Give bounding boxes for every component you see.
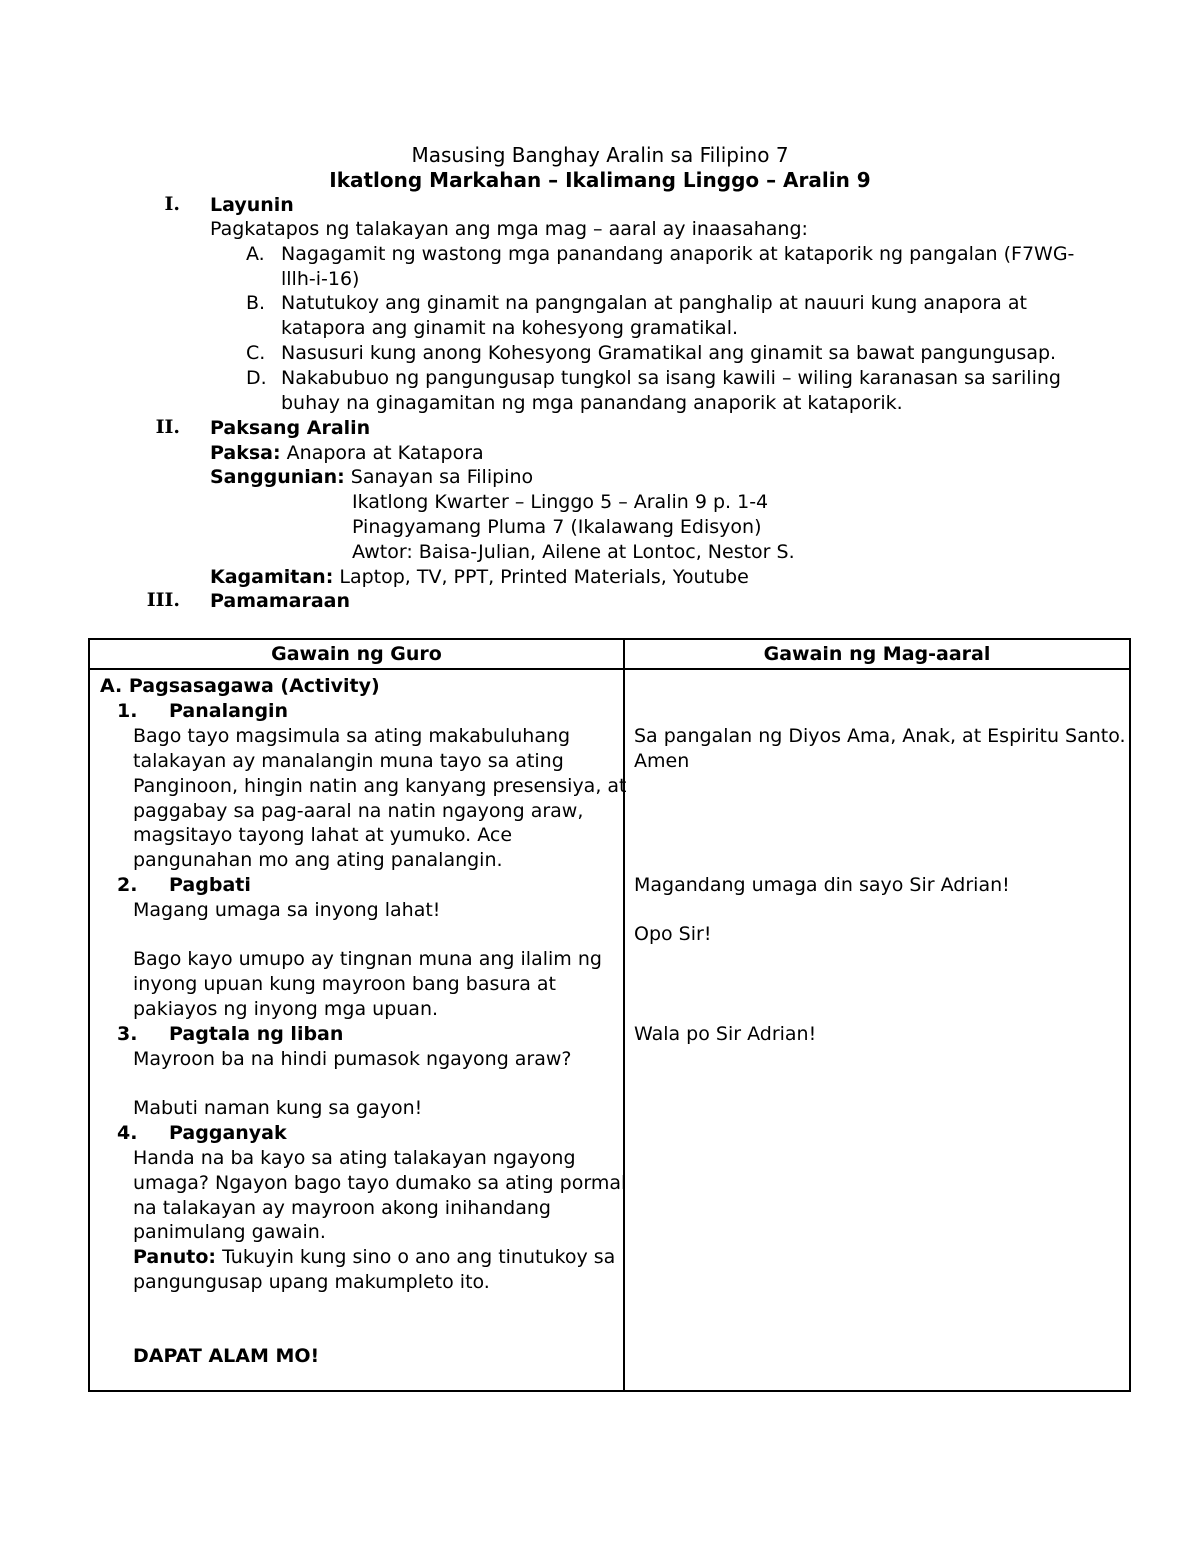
step-3-response: Mabuti naman kung sa gayon!: [133, 1097, 423, 1119]
step-3-title: Pagtala ng liban: [169, 1023, 344, 1045]
step-2-line1: Bago kayo umupo ay tingnan muna ang ilalim ng: [133, 948, 602, 970]
objective-d-line2: buhay na ginagamitan ng mga panandang anaporik at kataporik.: [281, 392, 903, 414]
objective-a-letter: A.: [246, 243, 265, 265]
step-1-line1: Bago tayo magsimula sa ating makabuluhang: [133, 725, 571, 747]
section-2-heading: Paksang Aralin: [210, 417, 371, 439]
step-1-line5: magsitayo tayong lahat at yumuko. Ace: [133, 824, 513, 846]
step-4-line1: Handa na ba kayo sa ating talakayan ngayong: [133, 1147, 576, 1169]
header-guro: Gawain ng Guro: [89, 639, 624, 669]
document-subtitle: Ikatlong Markahan – Ikalimang Linggo – Aralin 9: [329, 168, 871, 192]
kagamitan-value: Laptop, TV, PPT, Printed Materials, Youtube: [339, 566, 749, 588]
response-2: Magandang umaga din sayo Sir Adrian!: [634, 874, 1010, 896]
objectives-intro: Pagkatapos ng talakayan ang mga mag – aaral ay inaasahang:: [210, 218, 808, 240]
response-4: Wala po Sir Adrian!: [634, 1023, 817, 1045]
section-2-numeral: II.: [155, 416, 180, 438]
paksa-value: Anapora at Katapora: [286, 442, 484, 464]
step-1-number: 1.: [117, 700, 138, 722]
objective-b-line2: katapora ang ginamit na kohesyong gramatikal.: [281, 317, 739, 339]
kagamitan-row: [210, 565, 749, 590]
step-4-line2: umaga? Ngayon bago tayo dumako sa ating pormal: [133, 1172, 627, 1194]
section-3-heading: Pamamaraan: [210, 590, 351, 612]
section-3-numeral: III.: [146, 589, 180, 611]
table-row: [89, 669, 1130, 1391]
objective-c-letter: C.: [246, 342, 266, 364]
step-1-line2: talakayan ay manalangin muna tayo sa ating: [133, 750, 564, 772]
response-1-line1: Sa pangalan ng Diyos Ama, Anak, at Espiritu Santo.: [634, 725, 1126, 747]
step-4-number: 4.: [117, 1122, 138, 1144]
step-1-line3: Panginoon, hingin natin ang kanyang presensiya, at: [133, 775, 627, 797]
sanggunian-label: Sanggunian:: [210, 466, 345, 488]
sanggunian-line4: Awtor: Baisa-Julian, Ailene at Lontoc, Nestor S.: [352, 541, 795, 563]
objective-a-line1: Nagagamit ng wastong mga panandang anaporik at kataporik ng pangalan (F7WG-: [281, 243, 1075, 265]
objective-b-line1: Natutukoy ang ginamit na pangngalan at panghalip at nauuri kung anapora at: [281, 292, 1027, 314]
response-1-line2: Amen: [634, 750, 690, 772]
step-2-line3: pakiayos ng inyong mga upuan.: [133, 998, 439, 1020]
header-mag-aaral: Gawain ng Mag-aaral: [624, 639, 1130, 669]
objective-c-line1: Nasusuri kung anong Kohesyong Gramatikal ang ginamit sa bawat pangungusap.: [281, 342, 1057, 364]
guro-cell: [89, 669, 627, 1391]
response-3: Opo Sir!: [634, 923, 712, 945]
sanggunian-row: [210, 465, 533, 490]
panuto-line2: pangungusap upang makumpleto ito.: [133, 1271, 490, 1293]
section-1-heading: Layunin: [210, 194, 294, 216]
objective-d-letter: D.: [246, 367, 267, 389]
mag-aaral-cell: [624, 669, 1130, 1391]
objective-a-line2: lllh-i-16): [281, 268, 360, 290]
kagamitan-label: Kagamitan:: [210, 566, 334, 588]
step-1-line4: paggabay sa pag-aaral na natin ngayong araw,: [133, 800, 584, 822]
step-4-title: Pagganyak: [169, 1122, 287, 1144]
step-2-greeting: Magang umaga sa inyong lahat!: [133, 899, 441, 921]
dapat-alam-mo: DAPAT ALAM MO!: [133, 1345, 320, 1367]
step-1-line6: pangunahan mo ang ating panalangin.: [133, 849, 503, 871]
activity-heading: A. Pagsasagawa (Activity): [100, 675, 380, 697]
paksa-row: [210, 441, 484, 466]
objective-b-letter: B.: [246, 292, 266, 314]
step-2-number: 2.: [117, 874, 138, 896]
step-3-question: Mayroon ba na hindi pumasok ngayong araw?: [133, 1048, 572, 1070]
panuto-label: Panuto:: [133, 1246, 217, 1268]
step-1-title: Panalangin: [169, 700, 289, 722]
table-header-row: [89, 639, 1130, 669]
step-4-line4: panimulang gawain.: [133, 1221, 326, 1243]
step-4-line3: na talakayan ay mayroon akong inihandang: [133, 1197, 551, 1219]
panuto-text: Tukuyin kung sino o ano ang tinutukoy sa: [222, 1246, 616, 1268]
lesson-procedure-table: [88, 638, 1131, 1392]
step-3-number: 3.: [117, 1023, 138, 1045]
sanggunian-line1: Sanayan sa Filipino: [350, 466, 534, 488]
step-2-title: Pagbati: [169, 874, 251, 896]
document-title: Masusing Banghay Aralin sa Filipino 7: [411, 143, 789, 167]
step-2-line2: inyong upuan kung mayroon bang basura at: [133, 973, 557, 995]
objective-d-line1: Nakabubuo ng pangungusap tungkol sa isang kawili – wiling karanasan sa sariling: [281, 367, 1061, 389]
paksa-label: Paksa:: [210, 442, 281, 464]
section-1-numeral: I.: [164, 193, 180, 215]
sanggunian-line3: Pinagyamang Pluma 7 (Ikalawang Edisyon): [352, 516, 762, 538]
sanggunian-line2: Ikatlong Kwarter – Linggo 5 – Aralin 9 p. 1-4: [352, 491, 769, 513]
panuto-row: [133, 1245, 615, 1270]
